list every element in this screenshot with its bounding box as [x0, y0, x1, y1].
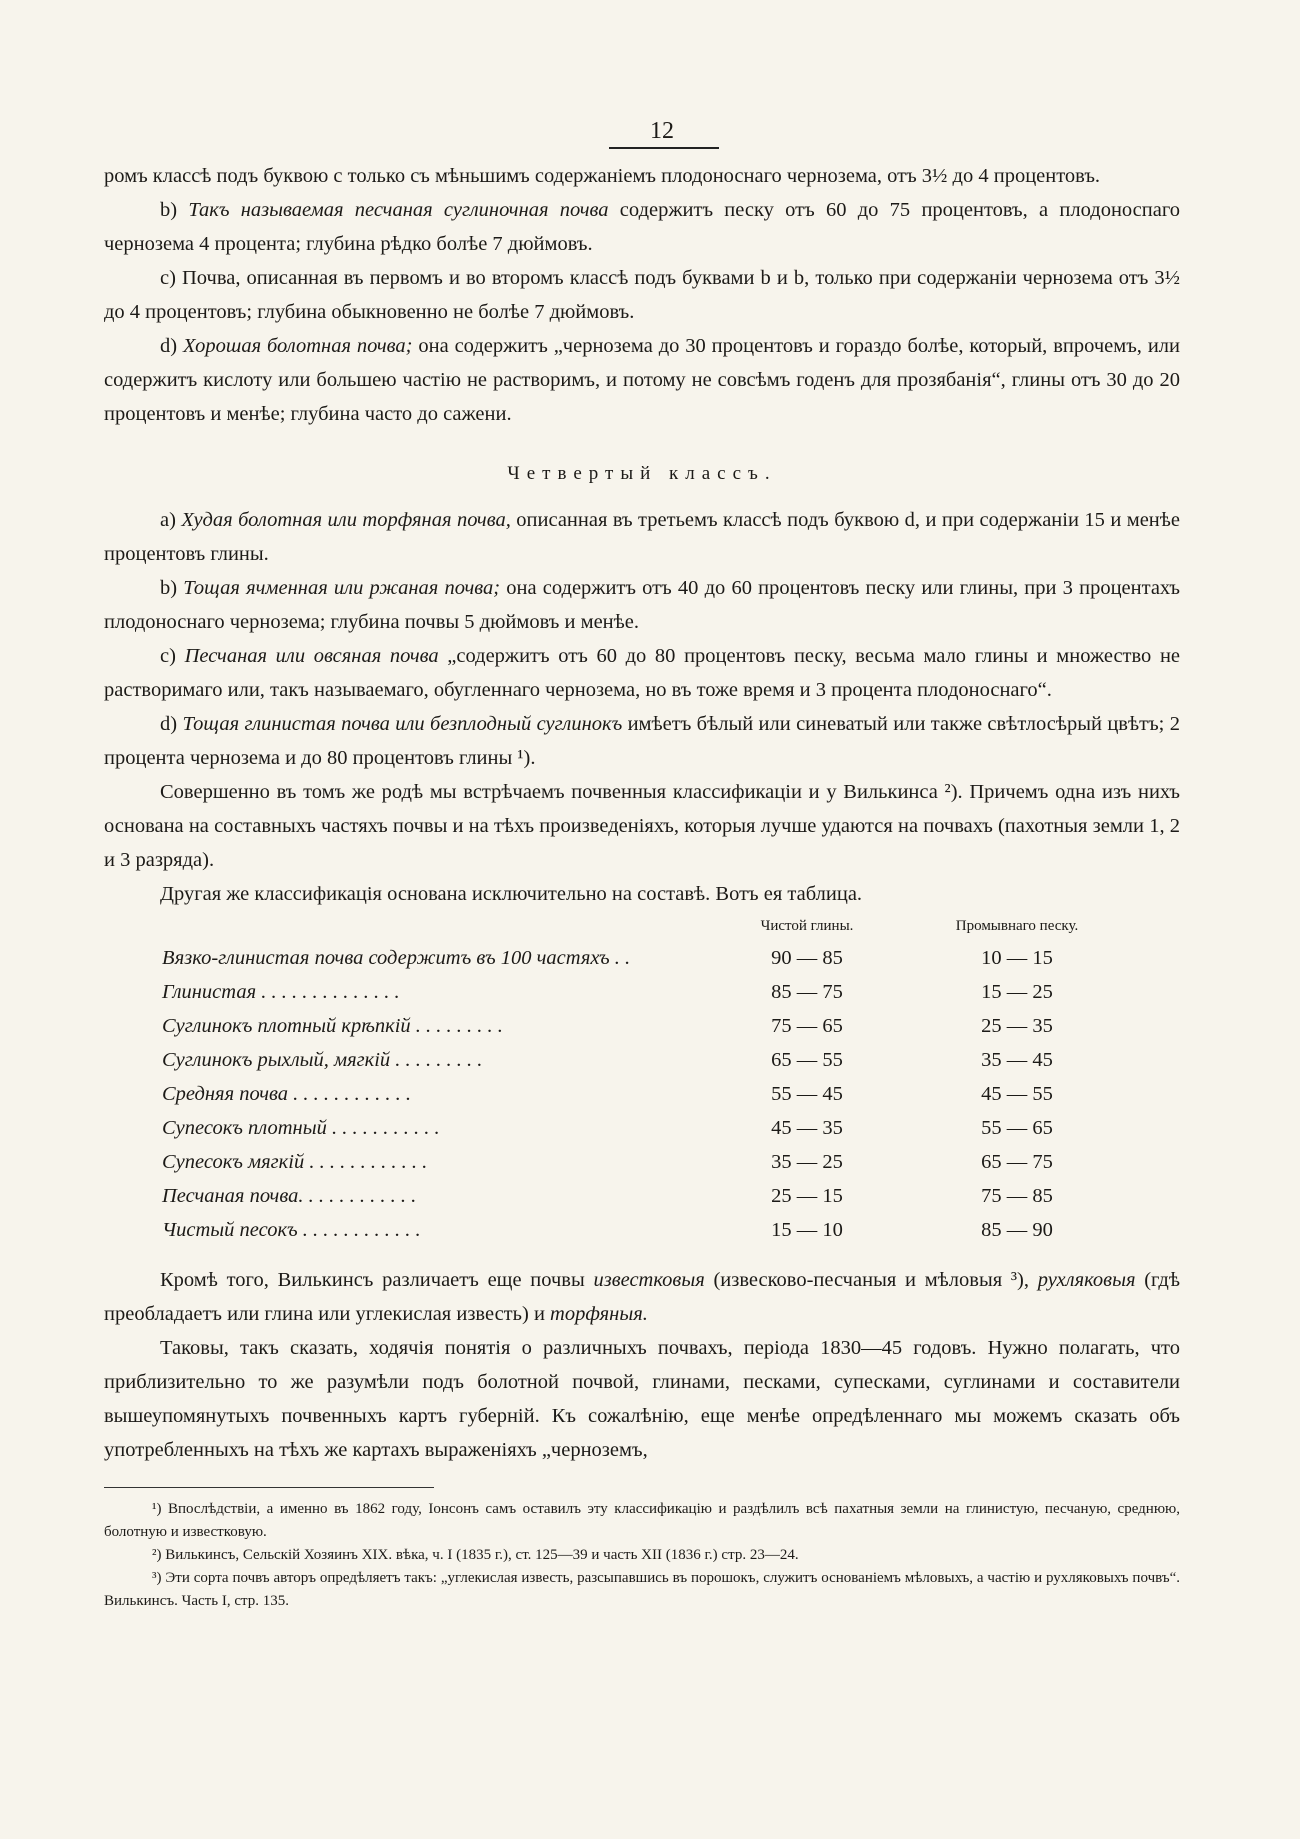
table-header-row: [162, 911, 1122, 941]
soil-name: Тощая ячменная или ржаная почва;: [183, 577, 501, 599]
page-number: 12: [650, 118, 674, 144]
text-run: (гдѣ преобладаетъ или глина или углекислая известь) и: [104, 1269, 1180, 1325]
soil-type-cell: Суглинокъ плотный крѣпкій . . . . . . . . .: [162, 1014, 503, 1037]
soil-term: известковыя: [593, 1269, 705, 1291]
item-text: описанная въ третьемъ классѣ подъ буквою d, и при содержаніи 15 и менѣе процентовъ глины.: [104, 509, 1181, 565]
sand-range-cell: 35 — 45: [981, 1048, 1053, 1071]
clay-range-cell: 75 — 65: [771, 1014, 843, 1037]
footnote-1: ¹) Впослѣдствіи, а именно въ 1862 году, Іонсонъ самъ оставилъ эту классификацію и раздѣлилъ всѣ пахатныя земли на глинистую, песчаную, среднюю, болотную и известковую.: [104, 1501, 1180, 1540]
sand-range-cell: 55 — 65: [981, 1116, 1053, 1139]
clay-range-cell: 35 — 25: [771, 1150, 843, 1173]
class3-item-d: [104, 329, 1180, 431]
item-text: содержитъ песку отъ 60 до 75 процентовъ, а плодоноспаго чернозема 4 процента; глубина рѣдко болѣе 7 дюймовъ.: [104, 199, 1180, 255]
table-row: [162, 1213, 1122, 1247]
footnote-2: ²) Вилькинсъ, Сельскій Хозяинъ XIX. вѣка, ч. I (1835 г.), ст. 125—39 и часть XII (1836 г.) стр. 23—24.: [152, 1547, 799, 1563]
footnote-rule: [104, 1487, 434, 1488]
soil-type-cell: Вязко-глинистая почва содержитъ въ 100 частяхъ . .: [162, 946, 631, 969]
table-body: [162, 941, 1122, 1247]
soil-name: Хорошая болотная почва;: [182, 335, 413, 357]
table-row: [162, 1009, 1122, 1043]
sand-range-cell: 75 — 85: [981, 1184, 1053, 1207]
paragraph-conclusion: Таковы, такъ сказать, ходячія понятія о различныхъ почвахъ, періода 1830—45 годовъ. Нужно полагать, что приблизительно то же разумѣли подъ болотной почвой, глинами, песками, супесками, суглинами и составители вышеупомянутыхъ почвенныхъ картъ губерній. Къ сожалѣнію, еще менѣе опредѣленнаго мы можемъ сказать объ употребленныхъ на тѣхъ же картахъ выраженіяхъ „черноземъ,: [104, 1337, 1180, 1461]
sand-range-cell: 10 — 15: [981, 946, 1053, 969]
text-run: Кромѣ того, Вилькинсъ различаетъ еще почвы: [160, 1269, 594, 1291]
table-row: [162, 1179, 1122, 1213]
paragraph-other-classification: Другая же классификація основана исключительно на составѣ. Вотъ ея таблица.: [160, 883, 863, 905]
class4-item-d: [104, 707, 1180, 775]
sand-range-cell: 25 — 35: [981, 1014, 1053, 1037]
section-heading: Четвертый классъ.: [507, 463, 777, 484]
soil-name: Песчаная или овсяная почва: [184, 645, 439, 667]
clay-range-cell: 45 — 35: [771, 1116, 843, 1139]
soil-name: Тощая глинистая почва или безплодный суглинокъ: [182, 713, 623, 735]
soil-type-cell: Супесокъ мягкій . . . . . . . . . . . .: [162, 1150, 428, 1173]
class3-item-b: [104, 193, 1180, 261]
clay-range-cell: 85 — 75: [771, 980, 843, 1003]
class4-item-a: [104, 503, 1180, 571]
soil-type-cell: Суглинокъ рыхлый, мягкій . . . . . . . . .: [162, 1048, 483, 1071]
sand-range-cell: 45 — 55: [981, 1082, 1053, 1105]
table-row: [162, 975, 1122, 1009]
item-label: d): [160, 713, 178, 735]
table-header-blank: [162, 911, 702, 941]
soil-name: Худая болотная или торфяная почва,: [181, 509, 511, 531]
clay-range-cell: 25 — 15: [771, 1184, 843, 1207]
item-label: c): [160, 645, 176, 667]
clay-range-cell: 90 — 85: [771, 946, 843, 969]
item-label: d): [160, 335, 178, 357]
footnote-3: ³) Эти сорта почвъ авторъ опредѣляетъ такъ: „углекислая известь, разсыпавшись въ порошокъ, служитъ основаніемъ мѣловыхъ, а частію и рухляковыхъ почвъ“. Вилькинсъ. Часть I, стр. 135.: [104, 1570, 1180, 1609]
soil-term: торфяныя.: [550, 1303, 648, 1325]
table-header-sand: Промывнаго песку.: [955, 917, 1079, 934]
sand-range-cell: 15 — 25: [981, 980, 1053, 1003]
table-row: [162, 1111, 1122, 1145]
clay-range-cell: 15 — 10: [771, 1218, 843, 1241]
soil-type-cell: Супесокъ плотный . . . . . . . . . . .: [162, 1116, 440, 1139]
soil-type-cell: Средняя почва . . . . . . . . . . . .: [162, 1082, 411, 1105]
sand-range-cell: 65 — 75: [981, 1150, 1053, 1173]
soil-table: [162, 911, 1122, 1247]
item-label: b): [160, 577, 178, 599]
clay-range-cell: 65 — 55: [771, 1048, 843, 1071]
page: [104, 118, 1180, 1613]
text-run: (извесково-песчаныя и мѣловыя ³),: [704, 1269, 1038, 1291]
item-label: b): [160, 199, 178, 221]
item-text: она содержитъ отъ 40 до 60 процентовъ песку или глины, при 3 процентахъ плодоноснаго чернозема; глубина почвы 5 дюймовъ и менѣе.: [104, 577, 1181, 633]
table-row: [162, 1077, 1122, 1111]
table-row: [162, 941, 1122, 975]
clay-range-cell: 55 — 45: [771, 1082, 843, 1105]
soil-type-cell: Глинистая . . . . . . . . . . . . . .: [162, 980, 400, 1003]
paragraph-other-soils: [104, 1263, 1180, 1331]
soil-type-cell: Песчаная почва. . . . . . . . . . . .: [162, 1184, 417, 1207]
paragraph-wilkins: Совершенно въ томъ же родѣ мы встрѣчаемъ почвенныя классификаціи и у Вилькинса ²). Причемъ одна изъ нихъ основана на составныхъ частяхъ почвы и на тѣхъ произведеніяхъ, которыя лучше удаются на почвахъ (пахотныя земли 1, 2 и 3 разряда).: [104, 781, 1180, 871]
class3-item-c: c) Почва, описанная въ первомъ и во второмъ классѣ подъ буквами b и b, только при содержаніи чернозема отъ 3½ до 4 процентовъ; глубина обыкновенно не болѣе 7 дюймовъ.: [104, 267, 1180, 323]
item-label: a): [160, 509, 176, 531]
class4-item-b: [104, 571, 1180, 639]
class4-item-c: [104, 639, 1180, 707]
item-text: „содержитъ отъ 60 до 80 процентовъ песку, весьма мало глины и множество не растворимаго или, такъ называемаго, обугленнаго чернозема, но въ тоже время и 3 процента плодоноснаго“.: [104, 645, 1181, 701]
page-number-rule: [609, 147, 719, 149]
paragraph-continuation: ромъ классѣ подъ буквою c только съ мѣньшимъ содержаніемъ плодоноснаго чернозема, отъ 3½ до 4 процентовъ.: [104, 165, 1101, 187]
table-row: [162, 1043, 1122, 1077]
table-row: [162, 1145, 1122, 1179]
sand-range-cell: 85 — 90: [981, 1218, 1053, 1241]
soil-type-cell: Чистый песокъ . . . . . . . . . . . .: [162, 1218, 421, 1241]
soil-term: рухляковыя: [1037, 1269, 1136, 1291]
item-text: имѣетъ бѣлый или синеватый или также свѣтлосѣрый цвѣтъ; 2 процента чернозема и до 80 процентовъ глины ¹).: [104, 713, 1180, 769]
item-text: она содержитъ „чернозема до 30 процентовъ и гораздо болѣе, который, впрочемъ, или содержитъ кислоту или большею частію не растворимъ, и потому не совсѣмъ годенъ для прозябанія“, глины отъ 30 до 20 процентовъ и менѣе; глубина часто до сажени.: [104, 335, 1180, 425]
table-header-clay: Чистой глины.: [760, 917, 854, 934]
soil-name: Такъ называемая песчаная суглиночная почва: [188, 199, 609, 221]
